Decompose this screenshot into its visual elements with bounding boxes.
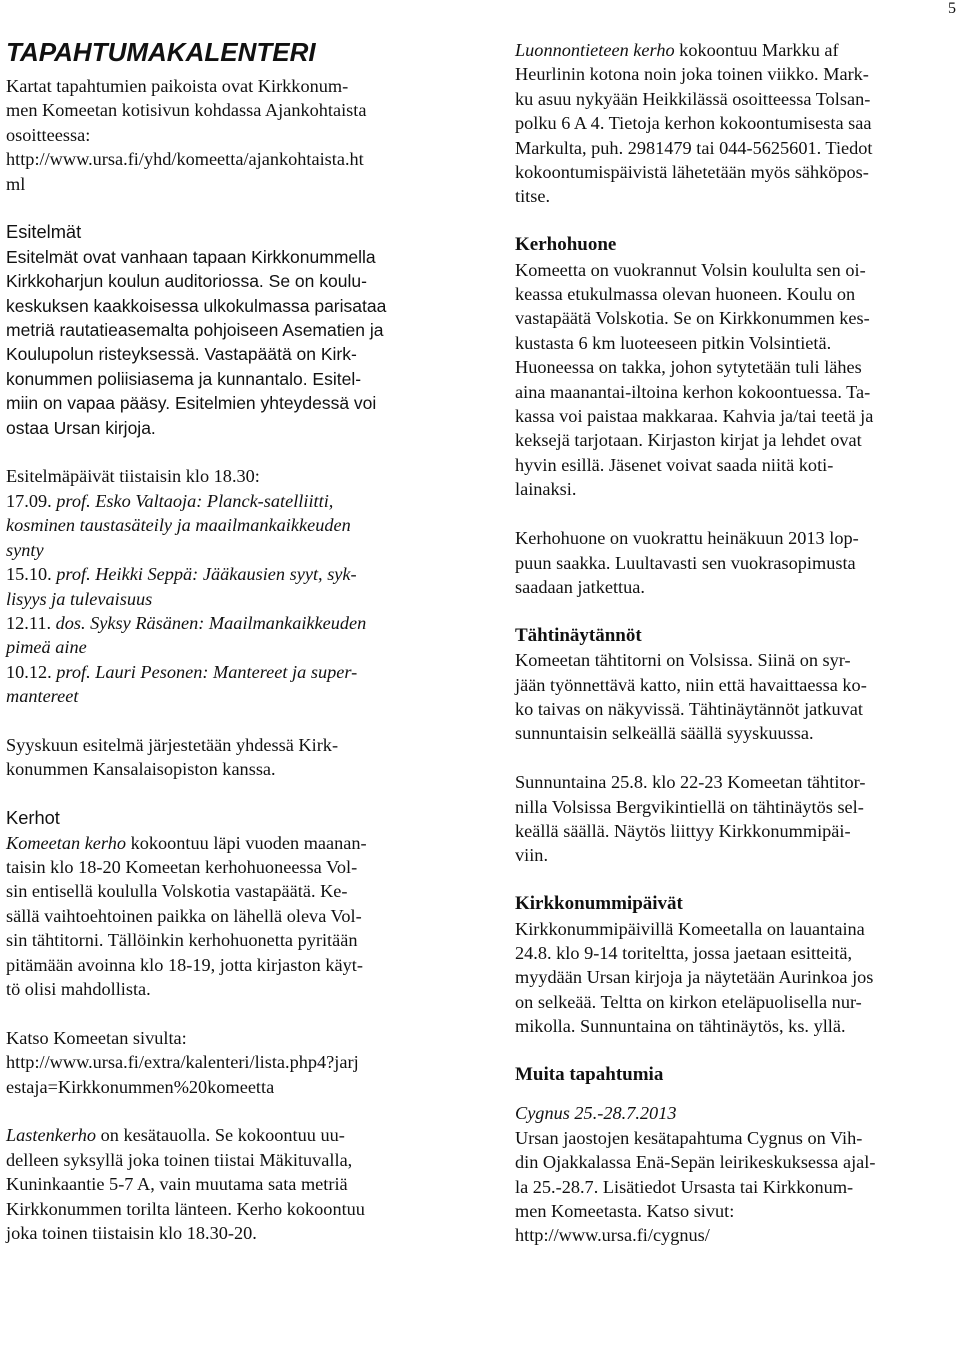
lecture-item	[6, 562, 454, 611]
text-line: kustasta 6 km luoteeseen pitkin Volsintietä.	[515, 332, 832, 353]
lecture-title: prof. Heikki Seppä: Jääkausien syyt, syk-	[56, 564, 357, 585]
schedule-heading: Esitelmäpäivät tiistaisin klo 18.30:	[6, 466, 260, 487]
text-line: konummen Kansalaisopiston kanssa.	[6, 759, 276, 780]
text-line	[6, 831, 454, 855]
text-line	[6, 1123, 454, 1147]
text-line: miin on vapaa pääsy. Esitelmien yhteydessä voi	[6, 393, 377, 414]
text-line: Katso Komeetan sivulta:	[6, 1027, 187, 1048]
text-line: puun saakka. Luultavasti sen vuokrasopimusta	[515, 552, 856, 573]
text-line: Huoneessa on takka, johon sytytetään tuli lähes	[515, 357, 862, 378]
text-line: aina maanantai-iltoina kerhon kokoontuessa. Ta-	[515, 381, 871, 402]
lecture-item	[6, 660, 454, 709]
text-line: Kartat tapahtumien paikoista ovat Kirkkonum-	[6, 76, 349, 96]
luonnontieteen-label: Luonnontieteen kerho	[515, 40, 675, 60]
lecture-list	[6, 489, 454, 709]
komeetan-kerho-label: Komeetan kerho	[6, 832, 126, 853]
text-line: tö olisi mahdollista.	[6, 978, 151, 999]
text-line: delleen syksyllä joka toinen tiistai Mäkituvalla,	[6, 1149, 353, 1170]
text-line: ostaa Ursan kirjoja.	[6, 417, 156, 438]
kerhot-heading: Kerhot	[6, 807, 60, 829]
text-line: sin entisellä koululla Volskotia vastapäätä. Ke-	[6, 881, 348, 902]
text-line: konummen poliisiasema ja kunnantalo. Esitel-	[6, 368, 362, 389]
lecture-title: synty	[6, 539, 44, 560]
text-line: Kerhohuone on vuokrattu heinäkuun 2013 lop-	[515, 528, 859, 549]
muita-tapahtumia-heading: Muita tapahtumia	[515, 1063, 664, 1085]
lecture-date: 17.09.	[6, 490, 52, 511]
text-line: men Komeetasta. Katso sivut:	[515, 1201, 735, 1221]
text-fragment: on kesätauolla. Se kokoontuu uu-	[96, 1125, 345, 1146]
text-line: kokoontumispäivistä lähetetään myös sähköpos-	[515, 162, 869, 183]
text-fragment: kokoontuu Markku af	[674, 40, 839, 60]
text-line: osoitteessa:	[6, 124, 91, 145]
lastenkerho-label: Lastenkerho	[6, 1125, 97, 1146]
text-line: Markulta, puh. 2981479 tai 044-5625601. Tiedot	[515, 137, 873, 158]
text-line: la 25.-28.7. Lisätiedot Ursasta tai Kirkkonum-	[515, 1176, 854, 1197]
text-line: keksejä tarjotaan. Kirjaston kirjat ja lehdet ovat	[515, 430, 862, 451]
katso-paragraph	[6, 1026, 454, 1099]
text-line: myydään Ursan kirjoja ja näytetään Aurinkoa jos	[515, 967, 874, 988]
text-line: Komeetta on vuokrannut Volsin koululta sen oi-	[515, 259, 866, 280]
esitelmat-heading: Esitelmät	[6, 221, 82, 243]
text-line: sällä vaihtoehtoinen paikka on lähellä oleva Vol-	[6, 905, 362, 926]
text-line: vastapäätä Volskotia. Se on Kirkkonummen kes-	[515, 308, 870, 329]
calendar-url-line[interactable]: estaja=Kirkkonummen%20komeetta	[6, 1076, 275, 1097]
kerhohuone-heading: Kerhohuone	[515, 234, 617, 256]
calendar-url-line[interactable]: http://www.ursa.fi/extra/kalenteri/lista.php4?jarj	[6, 1052, 359, 1073]
text-line: lainaksi.	[515, 479, 577, 500]
text-line: joka toinen tiistaisin klo 18.30-20.	[6, 1223, 257, 1243]
september-note	[6, 733, 454, 782]
text-line: polku 6 A 4. Tietoja kerhon kokoontumisesta saa	[515, 113, 872, 134]
lecture-title: prof. Lauri Pesonen: Mantereet ja super-	[56, 661, 358, 682]
text-line	[515, 38, 955, 62]
esitelmat-paragraph	[6, 245, 454, 440]
left-column	[6, 30, 454, 1245]
page-title: TAPAHTUMAKALENTERI	[6, 37, 316, 67]
lecture-date: 10.12.	[6, 661, 52, 682]
text-line: keskuksen kaakkoisessa ulkokulmassa parisataa	[6, 295, 387, 316]
text-line: keällä säällä. Näytös liittyy Kirkkonummipäi-	[515, 820, 851, 841]
lastenkerho-paragraph	[6, 1123, 454, 1245]
sunnuntaina-paragraph	[515, 770, 955, 868]
cygnus-paragraph	[515, 1101, 955, 1247]
text-fragment: kokoontuu läpi vuoden maanan-	[126, 832, 367, 853]
text-line: taisin klo 18-20 Komeetan kerhohuoneessa Vol-	[6, 856, 358, 877]
text-line: 24.8. klo 9-14 toriteltta, jossa jaetaan esitteitä,	[515, 942, 853, 963]
right-column	[515, 30, 955, 1248]
text-line: Ursan jaostojen kesätapahtuma Cygnus on Vih-	[515, 1127, 863, 1148]
lecture-date: 12.11.	[6, 612, 52, 633]
lecture-title: pimeä aine	[6, 637, 87, 658]
cygnus-title: Cygnus 25.-28.7.2013	[515, 1103, 677, 1124]
intro-paragraph	[6, 74, 454, 196]
kerhot-paragraph	[6, 831, 454, 1002]
text-line: Heurlinin kotona noin joka toinen viikko. Mark-	[515, 64, 869, 85]
intro-url-line[interactable]: http://www.ursa.fi/yhd/komeetta/ajankohtaista.ht	[6, 149, 364, 170]
lecture-item	[6, 611, 454, 660]
tahtinaytannot-paragraph	[515, 648, 955, 746]
text-line: mikolla. Sunnuntaina on tähtinäytös, ks. yllä.	[515, 1016, 846, 1037]
text-line: jään työnnettävä katto, niin että havaittaessa ko-	[515, 674, 867, 695]
kirkkonummipaivat-heading: Kirkkonummipäivät	[515, 893, 683, 915]
text-line: Sunnuntaina 25.8. klo 22-23 Komeetan tähtitor-	[515, 772, 866, 793]
text-line: metriä rautatieasemalta pohjoiseen Asematien ja	[6, 320, 384, 341]
text-line: pitämään avoinna klo 18-19, jotta kirjaston käyt-	[6, 954, 363, 975]
text-line: Kuninkaantie 5-7 A, vain muutama sata metriä	[6, 1174, 348, 1195]
tahtinaytannot-heading: Tähtinäytännöt	[515, 624, 642, 646]
lecture-item	[6, 489, 454, 562]
luonnontieteen-paragraph	[515, 38, 955, 209]
text-line: nilla Volsissa Bergvikintiellä on tähtinäytös sel-	[515, 796, 864, 817]
text-line: Koulupolun risteyksessä. Vastapäätä on Kirk-	[6, 344, 357, 365]
text-line: Esitelmät ovat vanhaan tapaan Kirkkonummella	[6, 246, 376, 267]
cygnus-url[interactable]: http://www.ursa.fi/cygnus/	[515, 1225, 710, 1246]
text-line: Kirkkoharjun koulun auditoriossa. Se on koulu-	[6, 271, 367, 292]
text-line: Syyskuun esitelmä järjestetään yhdessä Kirk-	[6, 734, 339, 755]
text-line: ko taivas on näkyvissä. Tähtinäytännöt jatkuvat	[515, 698, 863, 719]
text-line: on selkeää. Teltta on kirkon eteläpuolisella nur-	[515, 991, 862, 1012]
lecture-title: prof. Esko Valtaoja: Planck-satelliitti,	[56, 490, 334, 511]
text-line: keassa etukulmassa olevan huoneen. Koulu on	[515, 284, 856, 305]
text-line: men Komeetan kotisivun kohdassa Ajankohtaista	[6, 100, 367, 121]
text-line: Komeetan tähtitorni on Volsissa. Siinä on syr-	[515, 650, 851, 671]
lecture-title: kosminen taustasäteily ja maailmankaikkeuden	[6, 515, 351, 536]
lecture-date: 15.10.	[6, 564, 52, 585]
intro-url-line[interactable]: ml	[6, 173, 26, 194]
page-number: 5	[948, 0, 956, 17]
text-line: kassa voi paistaa makkaraa. Kahvia ja/tai teetä ja	[515, 406, 874, 427]
text-line: hyvin esillä. Jäsenet voivat saada niitä koti-	[515, 454, 834, 475]
text-line: viin.	[515, 845, 549, 866]
text-line: Kirkkonummipäivillä Komeetalla on lauantaina	[515, 918, 865, 939]
lecture-title: mantereet	[6, 686, 79, 707]
text-line: titse.	[515, 186, 551, 207]
lecture-title: lisyys ja tulevaisuus	[6, 588, 153, 609]
lecture-title: dos. Syksy Räsänen: Maailmankaikkeuden	[55, 612, 367, 633]
vuokra-paragraph	[515, 526, 955, 599]
kirkkonummipaivat-paragraph	[515, 917, 955, 1039]
text-line: Kirkkonummen torilta länteen. Kerho kokoontuu	[6, 1198, 365, 1219]
kerhohuone-paragraph	[515, 258, 955, 502]
text-line: ku asuu nykyään Heikkilässä osoitteessa Tolsan-	[515, 88, 871, 109]
text-line: din Ojakkalassa Enä-Sepän leirikeskuksessa ajal-	[515, 1152, 876, 1173]
text-line: saadaan jatkettua.	[515, 576, 645, 597]
text-line: sunnuntaisin selkeällä säällä syyskuussa.	[515, 723, 814, 744]
text-line: sin tähtitorni. Tällöinkin kerhohuonetta pyritään	[6, 930, 358, 951]
